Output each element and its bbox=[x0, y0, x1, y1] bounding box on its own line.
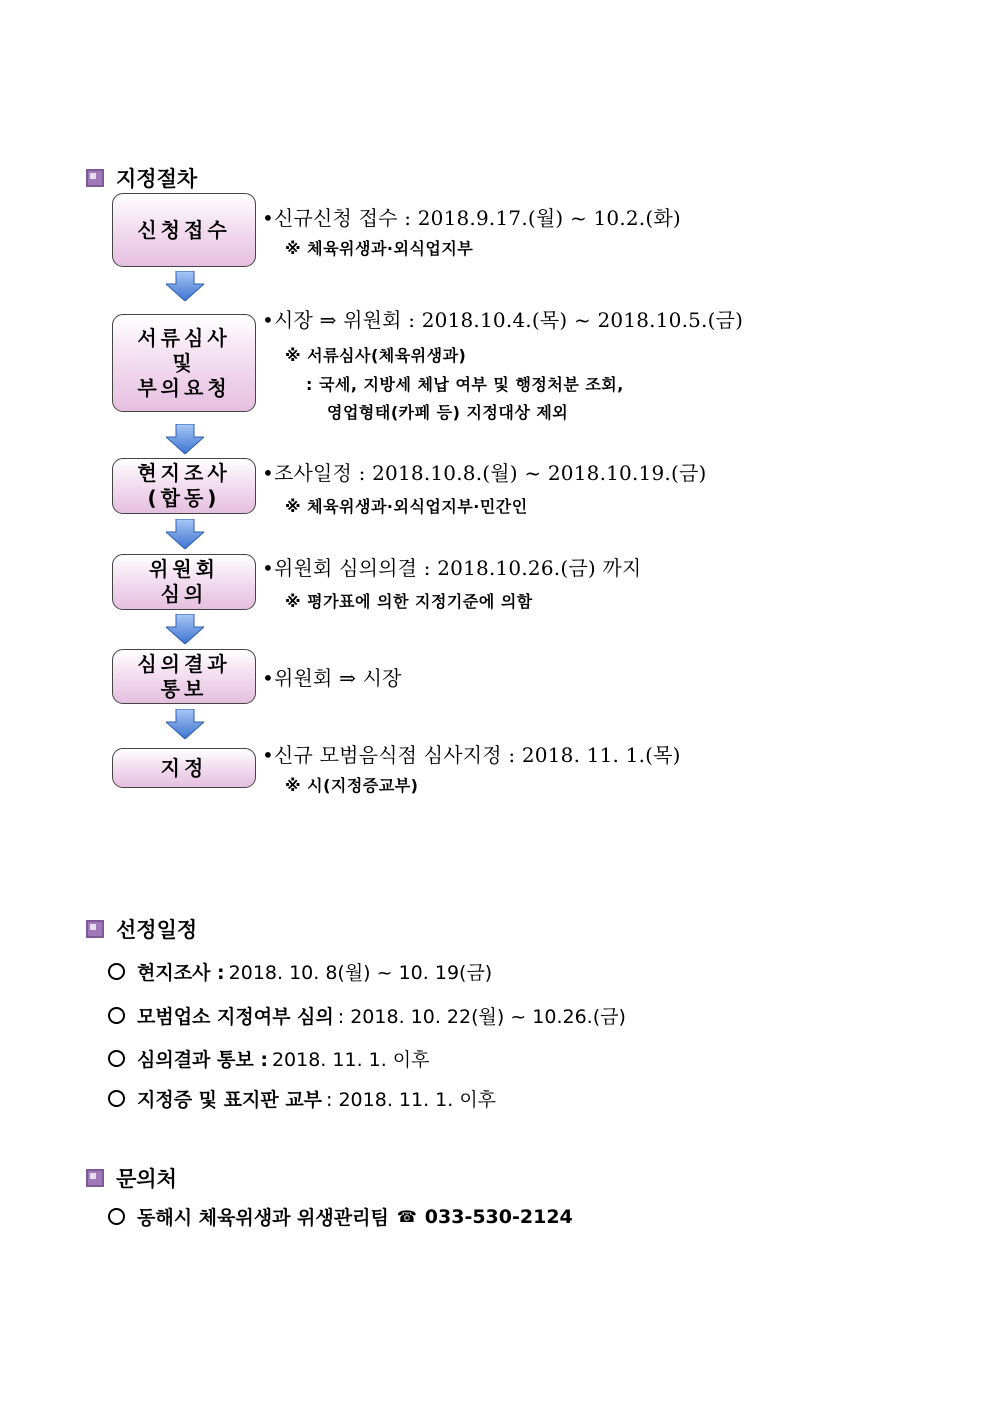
step-label: 지정 bbox=[160, 755, 208, 780]
schedule-item-value: 2018. 10. 8(월) ~ 10. 19(금) bbox=[228, 962, 493, 984]
step-label: 신청접수 bbox=[137, 217, 231, 242]
schedule-item-value: 2018. 11. 1. 이후 bbox=[271, 1049, 430, 1071]
schedule-item-title: 심의결과 통보 : bbox=[137, 1049, 268, 1071]
step-note: 영업형태(카페 등) 지정대상 제외 bbox=[327, 403, 569, 422]
schedule-item-title: 모범업소 지정여부 심의 bbox=[137, 1006, 334, 1028]
step-box-application bbox=[112, 193, 256, 267]
step-bullet-designation: •신규 모범음식점 심사지정 : 2018. 11. 1.(목) bbox=[262, 743, 681, 767]
schedule-item-title: 현지조사 : bbox=[137, 962, 225, 984]
step-label: 현지조사 (합동) bbox=[137, 461, 231, 510]
step-note: ※ 서류심사(체육위생과) bbox=[285, 346, 467, 365]
down-arrow-icon bbox=[166, 709, 204, 739]
step-note: ※ 시(지정증교부) bbox=[285, 776, 419, 795]
section-schedule-title: 선정일정 bbox=[116, 918, 198, 942]
step-label: 서류심사 및 부의요청 bbox=[137, 325, 231, 400]
down-arrow-icon bbox=[166, 614, 204, 644]
step-note: : 국세, 지방세 체납 여부 및 행정처분 조회, bbox=[306, 375, 624, 394]
step-label: 심의결과 통보 bbox=[137, 651, 231, 701]
schedule-item bbox=[108, 1085, 496, 1112]
circle-bullet-icon bbox=[108, 1090, 125, 1107]
schedule-item bbox=[108, 1002, 626, 1029]
step-box-result-notice bbox=[112, 649, 256, 704]
phone-icon: ☎ bbox=[396, 1207, 417, 1226]
circle-bullet-icon bbox=[108, 1050, 125, 1067]
section-schedule-header bbox=[86, 914, 197, 944]
square-bullet-icon bbox=[86, 169, 104, 187]
section-procedure-title: 지정절차 bbox=[116, 167, 198, 191]
step-bullet-result-notice: •위원회 ⇒ 시장 bbox=[262, 666, 402, 690]
step-note: ※ 체육위생과·외식업지부 bbox=[285, 239, 474, 258]
step-bullet-application: •신규신청 접수 : 2018.9.17.(월) ~ 10.2.(화) bbox=[262, 206, 681, 230]
section-procedure-header bbox=[86, 163, 197, 193]
square-bullet-icon bbox=[86, 1169, 104, 1187]
schedule-item-value: : 2018. 11. 1. 이후 bbox=[326, 1089, 497, 1111]
step-box-committee-review bbox=[112, 554, 256, 610]
contact-line bbox=[108, 1203, 573, 1230]
down-arrow-icon bbox=[166, 424, 204, 454]
section-contact-title: 문의처 bbox=[116, 1167, 177, 1191]
step-bullet-committee-review: •위원회 심의의결 : 2018.10.26.(금) 까지 bbox=[262, 556, 642, 580]
step-box-document-review bbox=[112, 314, 256, 412]
down-arrow-icon bbox=[166, 271, 204, 301]
schedule-item-title: 지정증 및 표지판 교부 bbox=[137, 1089, 323, 1111]
contact-department: 동해시 체육위생과 위생관리팀 bbox=[137, 1207, 389, 1229]
schedule-item bbox=[108, 1045, 430, 1072]
square-bullet-icon bbox=[86, 920, 104, 938]
contact-phone: 033-530-2124 bbox=[424, 1205, 573, 1228]
step-bullet-field-survey: •조사일정 : 2018.10.8.(월) ~ 2018.10.19.(금) bbox=[262, 461, 707, 485]
section-contact-header bbox=[86, 1163, 177, 1193]
step-bullet-document-review: •시장 ⇒ 위원회 : 2018.10.4.(목) ~ 2018.10.5.(금) bbox=[262, 308, 744, 332]
circle-bullet-icon bbox=[108, 963, 125, 980]
step-note: ※ 평가표에 의한 지정기준에 의함 bbox=[285, 592, 533, 611]
schedule-item-value: : 2018. 10. 22(월) ~ 10.26.(금) bbox=[337, 1006, 626, 1028]
down-arrow-icon bbox=[166, 519, 204, 549]
step-box-designation bbox=[112, 748, 256, 788]
circle-bullet-icon bbox=[108, 1007, 125, 1024]
step-label: 위원회 심의 bbox=[149, 557, 219, 606]
step-box-field-survey bbox=[112, 458, 256, 514]
step-note: ※ 체육위생과·외식업지부·민간인 bbox=[285, 497, 528, 516]
circle-bullet-icon bbox=[108, 1208, 125, 1225]
schedule-item bbox=[108, 958, 492, 985]
